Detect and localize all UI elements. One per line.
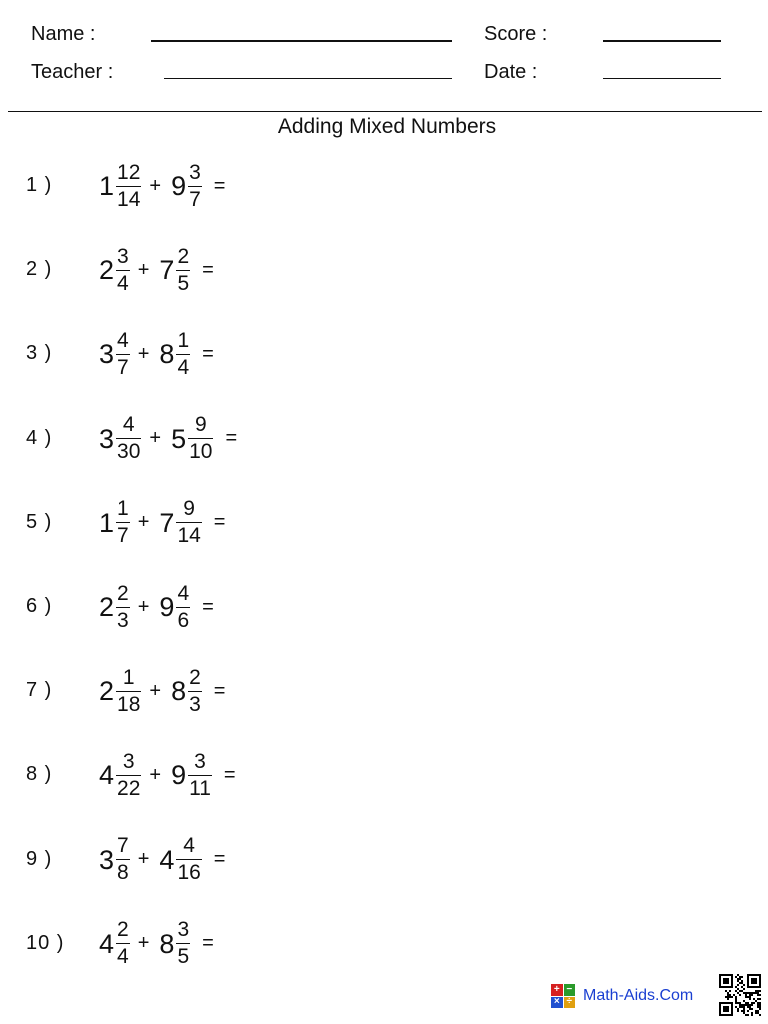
mixed-number-expression	[99, 235, 214, 305]
numerator: 2	[117, 581, 129, 605]
denominator: 18	[117, 692, 141, 716]
problem-row	[0, 235, 400, 305]
score-label: Score :	[484, 23, 548, 45]
fraction-bar	[116, 775, 141, 776]
teacher-label: Teacher :	[31, 61, 114, 83]
problem-row	[0, 404, 400, 474]
denominator: 14	[117, 187, 141, 211]
denominator: 7	[189, 187, 201, 211]
whole-number: 9	[171, 760, 187, 791]
fraction-bar	[176, 607, 190, 608]
whole-number: 3	[99, 423, 115, 454]
problem-row	[0, 488, 400, 558]
equals-sign: =	[202, 932, 214, 955]
plus-operator: +	[137, 511, 150, 534]
whole-number: 3	[99, 844, 115, 875]
numerator: 4	[183, 834, 195, 858]
equals-sign: =	[225, 427, 238, 450]
fraction-bar	[116, 859, 130, 860]
divide-symbol-icon: ÷	[564, 997, 576, 1009]
date-field-line[interactable]	[603, 78, 721, 79]
plus-operator: +	[137, 595, 150, 618]
numerator: 1	[177, 328, 190, 352]
mixed-number-expression	[99, 572, 214, 642]
denominator: 14	[177, 524, 201, 548]
fraction	[116, 667, 141, 716]
problem-row	[0, 825, 400, 895]
whole-number: 1	[99, 507, 115, 538]
worksheet-title: Adding Mixed Numbers	[277, 115, 497, 138]
fraction-bar	[116, 691, 141, 692]
problem-number: 4 )	[26, 426, 53, 449]
date-label: Date :	[484, 61, 538, 83]
denominator: 30	[117, 440, 141, 464]
numerator: 3	[177, 918, 190, 942]
denominator: 5	[177, 945, 190, 969]
fraction-bar	[116, 270, 130, 271]
equals-sign: =	[213, 511, 226, 534]
mixed-number-expression	[99, 488, 225, 558]
fraction	[116, 751, 141, 800]
denominator: 7	[117, 355, 129, 379]
plus-operator: +	[137, 258, 150, 281]
plus-operator: +	[137, 848, 150, 871]
problem-number: 7 )	[26, 679, 53, 702]
denominator: 5	[177, 271, 190, 295]
problem-number: 6 )	[26, 595, 53, 617]
whole-number: 9	[171, 171, 187, 201]
mixed-number-expression	[99, 151, 225, 221]
fraction-bar	[176, 943, 190, 944]
mixed-number-expression	[99, 825, 225, 895]
fraction-bar	[116, 522, 130, 523]
plus-operator: +	[149, 427, 162, 450]
fraction-bar	[116, 607, 130, 608]
brand-text: Math-Aids.Com	[583, 987, 694, 1004]
whole-number: 2	[99, 592, 115, 622]
problem-number: 3 )	[26, 342, 53, 365]
whole-number: 3	[99, 339, 115, 370]
plus-operator: +	[149, 679, 162, 702]
fraction	[176, 583, 190, 632]
header-divider	[8, 111, 762, 112]
problem-row	[0, 656, 400, 726]
denominator: 11	[189, 776, 211, 800]
whole-number: 8	[171, 676, 187, 707]
fraction	[116, 583, 130, 632]
name-label: Name :	[31, 23, 96, 45]
fraction	[188, 414, 213, 463]
denominator: 10	[189, 440, 213, 464]
problem-row	[0, 740, 400, 810]
fraction	[176, 498, 201, 547]
fraction-bar	[176, 522, 201, 523]
whole-number: 8	[159, 339, 175, 370]
name-field-line[interactable]	[151, 40, 452, 42]
whole-number: 7	[159, 507, 175, 538]
plus-operator: +	[137, 342, 150, 365]
fraction	[188, 667, 202, 716]
equals-sign: =	[202, 258, 214, 281]
problem-number: 5 )	[26, 510, 53, 533]
whole-number: 8	[159, 928, 175, 959]
problem-row	[0, 151, 400, 221]
problem-row	[0, 909, 400, 979]
minus-symbol-icon: −	[564, 984, 576, 996]
denominator: 3	[189, 692, 201, 716]
numerator: 1	[122, 665, 135, 689]
mixed-number-expression	[99, 319, 214, 389]
fraction	[116, 919, 130, 968]
score-field-line[interactable]	[603, 40, 721, 42]
fraction-bar	[116, 438, 141, 439]
times-symbol-icon: ×	[551, 997, 563, 1009]
numerator: 3	[189, 160, 201, 184]
whole-number: 9	[159, 592, 175, 622]
equals-sign: =	[213, 848, 226, 871]
equals-sign: =	[202, 595, 214, 618]
problem-row	[0, 319, 400, 389]
plus-operator: +	[149, 174, 162, 197]
numerator: 12	[117, 160, 141, 184]
numerator: 7	[117, 834, 129, 858]
numerator: 9	[183, 497, 195, 521]
problem-number: 9 )	[26, 847, 53, 870]
fraction-bar	[188, 775, 212, 776]
denominator: 7	[117, 524, 129, 548]
whole-number: 5	[171, 423, 187, 454]
numerator: 3	[194, 749, 206, 773]
fraction-bar	[188, 186, 202, 187]
fraction	[176, 835, 201, 884]
numerator: 3	[122, 749, 135, 773]
brand-link[interactable]	[551, 984, 693, 1008]
problem-number: 8 )	[26, 763, 53, 786]
whole-number: 4	[159, 844, 175, 875]
fraction	[116, 835, 130, 884]
mixed-number-expression	[99, 909, 214, 979]
mixed-number-expression	[99, 740, 236, 810]
denominator: 16	[177, 861, 201, 885]
equals-sign: =	[202, 342, 214, 365]
equals-sign: =	[213, 174, 226, 197]
whole-number: 4	[99, 928, 115, 959]
plus-symbol-icon: +	[551, 984, 563, 996]
fraction	[188, 751, 212, 800]
mixed-number-expression	[99, 404, 237, 474]
fraction-bar	[188, 691, 202, 692]
teacher-field-line[interactable]	[164, 78, 452, 79]
whole-number: 7	[159, 255, 175, 286]
denominator: 8	[117, 861, 129, 885]
fraction-bar	[176, 859, 201, 860]
whole-number: 4	[99, 760, 115, 791]
denominator: 4	[117, 271, 129, 295]
fraction	[116, 330, 130, 379]
numerator: 4	[177, 581, 190, 605]
fraction-bar	[116, 943, 130, 944]
fraction-bar	[176, 354, 190, 355]
denominator: 22	[117, 776, 141, 800]
fraction-bar	[116, 354, 130, 355]
fraction	[176, 246, 190, 295]
numerator: 3	[117, 244, 129, 268]
equals-sign: =	[213, 679, 226, 702]
denominator: 4	[177, 355, 190, 379]
fraction	[176, 330, 190, 379]
problem-number: 1 )	[26, 174, 53, 196]
numerator: 2	[189, 665, 201, 689]
numerator: 2	[177, 244, 190, 268]
numerator: 1	[117, 497, 129, 521]
fraction	[116, 162, 141, 211]
plus-operator: +	[149, 763, 162, 786]
fraction-bar	[188, 438, 213, 439]
numerator: 2	[117, 918, 129, 942]
problem-number: 2 )	[26, 258, 53, 281]
fraction-bar	[176, 270, 190, 271]
fraction	[116, 414, 141, 463]
fraction	[176, 919, 190, 968]
problem-row	[0, 572, 400, 642]
denominator: 6	[177, 608, 190, 632]
whole-number: 1	[99, 171, 115, 201]
fraction-bar	[116, 186, 141, 187]
equals-sign: =	[223, 763, 236, 786]
numerator: 4	[122, 413, 135, 437]
whole-number: 2	[99, 255, 115, 286]
fraction	[116, 246, 130, 295]
numerator: 9	[194, 413, 207, 437]
fraction	[188, 162, 202, 211]
denominator: 3	[117, 608, 129, 632]
mixed-number-expression	[99, 656, 225, 726]
fraction	[116, 498, 130, 547]
numerator: 4	[117, 328, 129, 352]
denominator: 4	[117, 945, 129, 969]
qr-code-icon	[719, 974, 761, 1016]
whole-number: 2	[99, 676, 115, 707]
calculator-icon	[551, 984, 575, 1008]
plus-operator: +	[137, 932, 150, 955]
problem-number: 10 )	[26, 931, 65, 954]
